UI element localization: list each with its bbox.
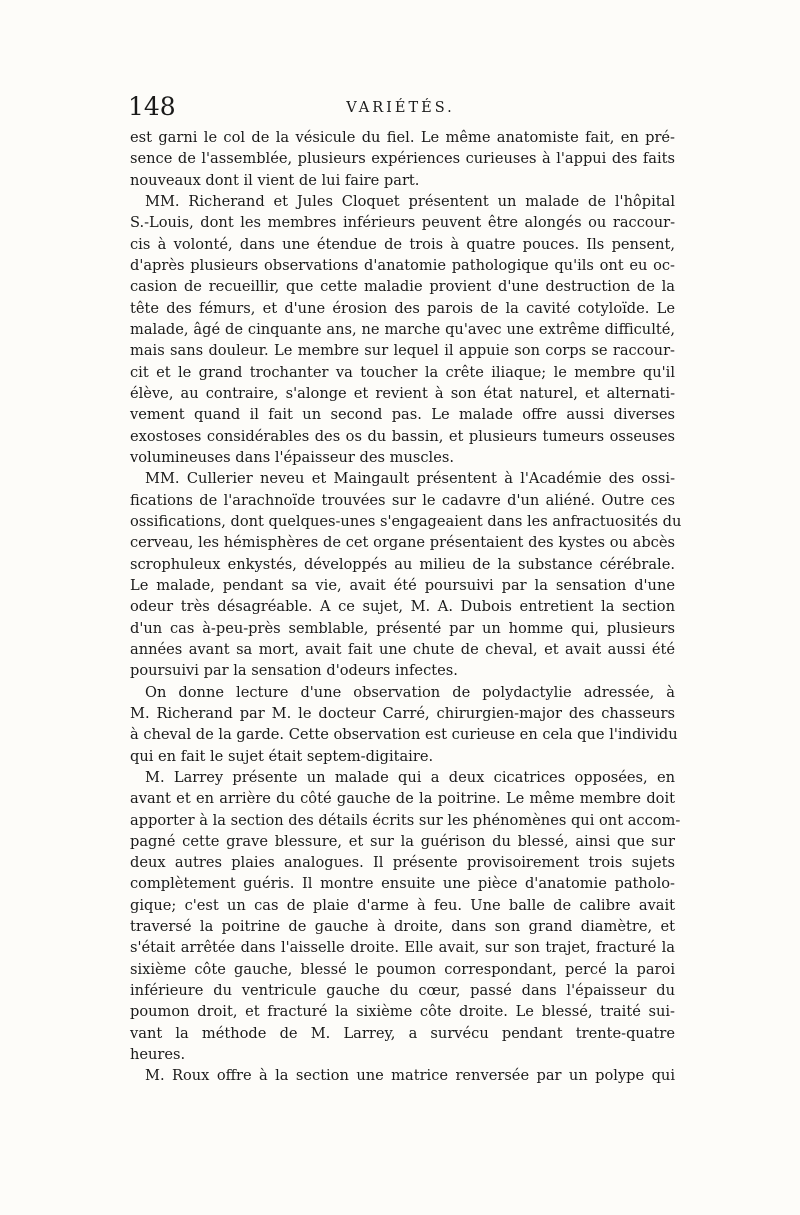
page-number: 148 xyxy=(128,92,176,121)
text-line: S.-Louis, dont les membres inférieurs peuvent être alongés ou raccour- xyxy=(130,214,675,232)
text-line: qui en fait le sujet était septem-digitaire. xyxy=(130,747,434,765)
text-line: MM. Cullerier neveu et Maingault présentent à l'Académie des ossi- xyxy=(145,470,675,488)
text-line: d'après plusieurs observations d'anatomie pathologique qu'ils ont eu oc- xyxy=(130,256,675,274)
text-line: poumon droit, et fracturé la sixième côte droite. Le blessé, traité sui- xyxy=(130,1003,675,1021)
text-line: d'un cas à-peu-près semblable, présenté par un homme qui, plusieurs xyxy=(130,619,675,637)
text-line: tête des fémurs, et d'une érosion des parois de la cavité cotyloïde. Le xyxy=(130,299,675,317)
text-line: exostoses considérables des os du bassin, et plusieurs tumeurs osseuses xyxy=(130,427,675,445)
text-line: pagné cette grave blessure, et sur la guérison du blessé, ainsi que sur xyxy=(130,832,675,850)
text-line: M. Richerand par M. le docteur Carré, chirurgien-major des chasseurs xyxy=(130,704,675,722)
text-line: scrophuleux enkystés, développés au milieu de la substance cérébrale. xyxy=(130,555,675,573)
running-head xyxy=(128,92,673,126)
text-line: malade, âgé de cinquante ans, ne marche qu'avec une extrême difficulté, xyxy=(130,320,675,338)
text-line: s'était arrêtée dans l'aisselle droite. Elle avait, sur son trajet, fracturé la xyxy=(130,939,675,957)
text-line: deux autres plaies analogues. Il présente provisoirement trois sujets xyxy=(130,854,675,872)
text-line: On donne lecture d'une observation de polydactylie adressée, à xyxy=(145,683,675,701)
text-line: élève, au contraire, s'alonge et revient à son état naturel, et alternati- xyxy=(130,384,675,402)
text-line: M. Roux offre à la section une matrice renversée par un polype qui xyxy=(145,1067,675,1085)
text-line: gique; c'est un cas de plaie d'arme à feu. Une balle de calibre avait xyxy=(130,896,675,914)
text-line: heures. xyxy=(130,1046,186,1064)
running-title: VARIÉTÉS. xyxy=(346,100,455,116)
text-line: nouveaux dont il vient de lui faire part. xyxy=(130,171,420,189)
text-line: traversé la poitrine de gauche à droite, dans son grand diamètre, et xyxy=(130,918,675,936)
text-line: poursuivi par la sensation d'odeurs infectes. xyxy=(130,662,458,680)
text-line: odeur très désagréable. A ce sujet, M. A. Dubois entretient la section xyxy=(130,598,675,616)
text-line: sixième côte gauche, blessé le poumon correspondant, percé la paroi xyxy=(130,960,675,978)
text-line: vement quand il fait un second pas. Le malade offre aussi diverses xyxy=(130,406,675,424)
body-text xyxy=(130,127,682,1087)
text-line: est garni le col de la vésicule du fiel. Le même anatomiste fait, en pré- xyxy=(130,129,675,146)
text-line: volumineuses dans l'épaisseur des muscles. xyxy=(130,448,454,466)
text-line: cit et le grand trochanter va toucher la crête iliaque; le membre qu'il xyxy=(130,363,675,381)
text-line: Le malade, pendant sa vie, avait été poursuivi par la sensation d'une xyxy=(130,576,675,594)
text-line: années avant sa mort, avait fait une chute de cheval, et avait aussi été xyxy=(130,640,675,658)
text-line: mais sans douleur. Le membre sur lequel il appuie son corps se raccour- xyxy=(130,342,675,360)
text-line: M. Larrey présente un malade qui a deux cicatrices opposées, en xyxy=(145,768,675,786)
text-line: ossifications, dont quelques-unes s'engageaient dans les anfractuosités du xyxy=(130,512,682,530)
text-line: fications de l'arachnoïde trouvées sur le cadavre d'un aliéné. Outre ces xyxy=(130,491,675,509)
text-line: à cheval de la garde. Cette observation est curieuse en cela que l'individu xyxy=(130,726,678,744)
text-line: casion de recueillir, que cette maladie provient d'une destruction de la xyxy=(130,278,675,296)
text-line: apporter à la section des détails écrits sur les phénomènes qui ont accom- xyxy=(130,811,681,829)
text-line: vant la méthode de M. Larrey, a survécu pendant trente-quatre xyxy=(130,1024,675,1042)
text-line: MM. Richerand et Jules Cloquet présentent un malade de l'hôpital xyxy=(145,192,675,210)
text-line: sence de l'assemblée, plusieurs expériences curieuses à l'appui des faits xyxy=(130,150,675,168)
text-line: complètement guéris. Il montre ensuite une pièce d'anatomie patholo- xyxy=(130,875,675,893)
text-line: cerveau, les hémisphères de cet organe présentaient des kystes ou abcès xyxy=(130,534,675,552)
text-line: avant et en arrière du côté gauche de la poitrine. Le même membre doit xyxy=(130,790,675,808)
text-line: cis à volonté, dans une étendue de trois à quatre pouces. Ils pensent, xyxy=(130,235,675,253)
text-line: inférieure du ventricule gauche du cœur, passé dans l'épaisseur du xyxy=(130,982,675,1000)
